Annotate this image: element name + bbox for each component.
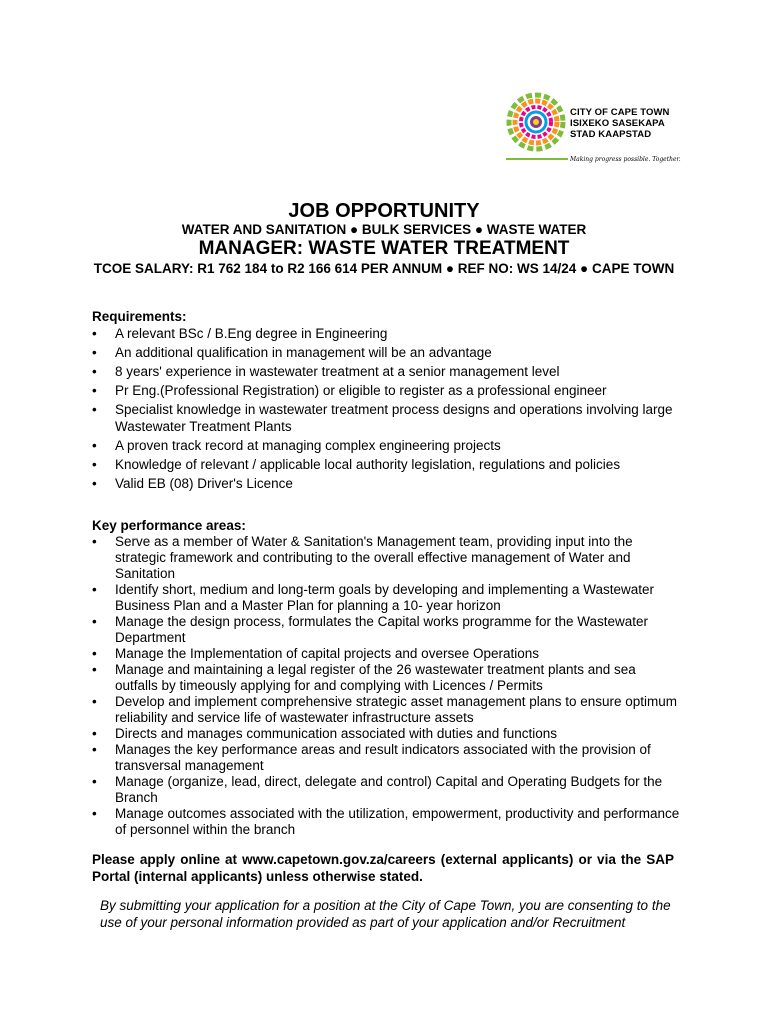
city-emblem-icon bbox=[506, 92, 566, 152]
list-item: • Develop and implement comprehensive strategic asset management plans to ensure optimum reliability and service life of wastewater infrastructure assets bbox=[92, 694, 682, 726]
list-item: • Valid EB (08) Driver's Licence bbox=[92, 475, 682, 492]
consent-notice: By submitting your application for a position at the City of Cape Town, you are consenting to the use of your personal information provided as part of your application and/or Recruitment bbox=[100, 898, 671, 930]
page-title: JOB OPPORTUNITY bbox=[288, 200, 480, 222]
logo-org-name bbox=[570, 107, 670, 140]
list-item: • Manage outcomes associated with the utilization, empowerment, productivity and performance of personnel within the branch bbox=[92, 806, 682, 838]
list-item: • A proven track record at managing complex engineering projects bbox=[92, 437, 682, 454]
logo-tagline: Making progress possible. Together. bbox=[570, 156, 681, 163]
list-item: • 8 years' experience in wastewater treatment at a senior management level bbox=[92, 363, 682, 380]
list-item: • A relevant BSc / B.Eng degree in Engineering bbox=[92, 325, 682, 342]
apply-instructions: Please apply online at www.capetown.gov.za/careers (external applicants) or via the SAP Portal (internal applicants) unless otherwise stated. bbox=[92, 852, 674, 884]
list-item: • Knowledge of relevant / applicable local authority legislation, regulations and policies bbox=[92, 456, 682, 473]
logo-divider bbox=[506, 158, 568, 160]
logo-line-3: STAD KAAPSTAD bbox=[570, 129, 652, 140]
list-item: • Manages the key performance areas and result indicators associated with the provision of transversal management bbox=[92, 742, 682, 774]
list-item: • Manage the design process, formulates the Capital works programme for the Wastewater Department bbox=[92, 614, 682, 646]
department-line: WATER AND SANITATION ● BULK SERVICES ● WASTE WATER bbox=[181, 222, 587, 237]
list-item: • Specialist knowledge in wastewater treatment process designs and operations involving large Wastewater Treatment Plants bbox=[92, 401, 682, 435]
logo-line-1: CITY OF CAPE TOWN bbox=[570, 107, 670, 118]
logo-line-2: ISIXEKO SASEKAPA bbox=[570, 118, 665, 129]
requirements-list bbox=[92, 325, 682, 494]
kpa-heading: Key performance areas: bbox=[92, 518, 246, 533]
list-item: • Manage the Implementation of capital projects and oversee Operations bbox=[92, 646, 682, 662]
kpa-list bbox=[92, 534, 682, 838]
list-item: • Pr Eng.(Professional Registration) or eligible to register as a professional engineer bbox=[92, 382, 682, 399]
list-item: • Serve as a member of Water & Sanitation's Management team, providing input into the strategic framework and contributing to the overall effective management of Water and Sanitation bbox=[92, 534, 682, 582]
list-item: • Identify short, medium and long-term goals by developing and implementing a Wastewater Business Plan and a Master Plan for planning a 10- year horizon bbox=[92, 582, 682, 614]
emblem-rings bbox=[509, 95, 563, 149]
list-item: • Manage and maintaining a legal register of the 26 wastewater treatment plants and sea outfalls by timeously applying for and complying with Licences / Permits bbox=[92, 662, 682, 694]
city-of-cape-town-logo bbox=[506, 92, 681, 172]
list-item: • Manage (organize, lead, direct, delegate and control) Capital and Operating Budgets for the Branch bbox=[92, 774, 682, 806]
list-item: • Directs and manages communication associated with duties and functions bbox=[92, 726, 682, 742]
list-item: • An additional qualification in management will be an advantage bbox=[92, 344, 682, 361]
salary-line: TCOE SALARY: R1 762 184 to R2 166 614 PER ANNUM ● REF NO: WS 14/24 ● CAPE TOWN bbox=[93, 261, 675, 276]
position-title: MANAGER: WASTE WATER TREATMENT bbox=[198, 238, 570, 259]
requirements-heading: Requirements: bbox=[92, 309, 187, 324]
